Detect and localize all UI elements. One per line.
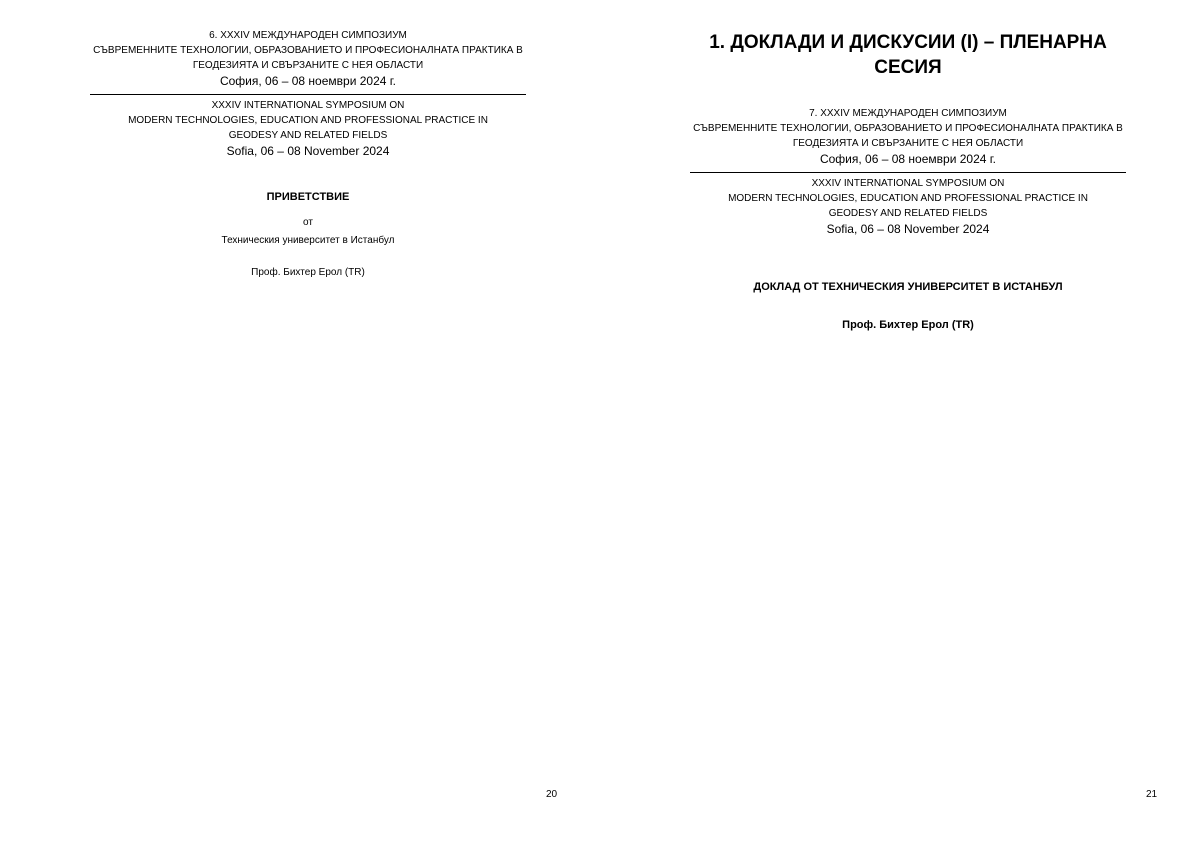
greeting-heading: ПРИВЕТСТВИЕ bbox=[266, 191, 350, 203]
symposium-header-bg bbox=[690, 106, 1126, 238]
header-en-line: MODERN TECHNOLOGIES, EDUCATION AND PROFESSIONAL PRACTICE IN bbox=[128, 115, 488, 126]
report-heading: ДОКЛАД ОТ ТЕХНИЧЕСКИЯ УНИВЕРСИТЕТ В ИСТАНБУЛ bbox=[753, 281, 1063, 293]
header-bg-line: СЪВРЕМЕННИТЕ ТЕХНОЛОГИИ, ОБРАЗОВАНИЕТО И ПРОФЕСИОНАЛНАТА ПРАКТИКА В bbox=[93, 45, 523, 56]
page-number: 20 bbox=[546, 789, 558, 800]
date-en: Sofia, 06 – 08 November 2024 bbox=[226, 144, 390, 158]
header-en-line: XXXIV INTERNATIONAL SYMPOSIUM ON bbox=[211, 100, 405, 111]
header-bg-line: ГЕОДЕЗИЯТА И СВЪРЗАНИТЕ С НЕЯ ОБЛАСТИ bbox=[792, 138, 1024, 149]
header-en-line: GEODESY AND RELATED FIELDS bbox=[828, 208, 988, 219]
header-divider bbox=[690, 172, 1126, 173]
symposium-header-bg bbox=[90, 28, 526, 160]
header-en-line: MODERN TECHNOLOGIES, EDUCATION AND PROFESSIONAL PRACTICE IN bbox=[728, 193, 1088, 204]
page-number: 21 bbox=[1146, 789, 1158, 800]
header-bg-line: СЪВРЕМЕННИТЕ ТЕХНОЛОГИИ, ОБРАЗОВАНИЕТО И ПРОФЕСИОНАЛНАТА ПРАКТИКА В bbox=[693, 123, 1123, 134]
section-title-line: 1. ДОКЛАДИ И ДИСКУСИИ (I) – ПЛЕНАРНА bbox=[709, 32, 1107, 53]
institution-text: Техническия университет в Истанбул bbox=[221, 235, 395, 246]
from-text: от bbox=[303, 217, 313, 228]
header-bg-line: ГЕОДЕЗИЯТА И СВЪРЗАНИТЕ С НЕЯ ОБЛАСТИ bbox=[192, 60, 424, 71]
header-bg-line: 7. XXXIV МЕЖДУНАРОДЕН СИМПОЗИУМ bbox=[809, 108, 1007, 119]
date-en: Sofia, 06 – 08 November 2024 bbox=[826, 222, 990, 236]
header-divider bbox=[90, 94, 526, 95]
author-text: Проф. Бихтер Ерол (TR) bbox=[842, 319, 974, 331]
header-en-line: GEODESY AND RELATED FIELDS bbox=[228, 130, 388, 141]
header-en-line: XXXIV INTERNATIONAL SYMPOSIUM ON bbox=[811, 178, 1005, 189]
author-text: Проф. Бихтер Ерол (TR) bbox=[251, 267, 365, 278]
date-bg: София, 06 – 08 ноември 2024 г. bbox=[219, 74, 397, 88]
date-bg: София, 06 – 08 ноември 2024 г. bbox=[819, 152, 997, 166]
section-title-line: СЕСИЯ bbox=[874, 57, 942, 78]
header-bg-line: 6. XXXIV МЕЖДУНАРОДЕН СИМПОЗИУМ bbox=[209, 30, 407, 41]
section-title bbox=[680, 30, 1136, 80]
